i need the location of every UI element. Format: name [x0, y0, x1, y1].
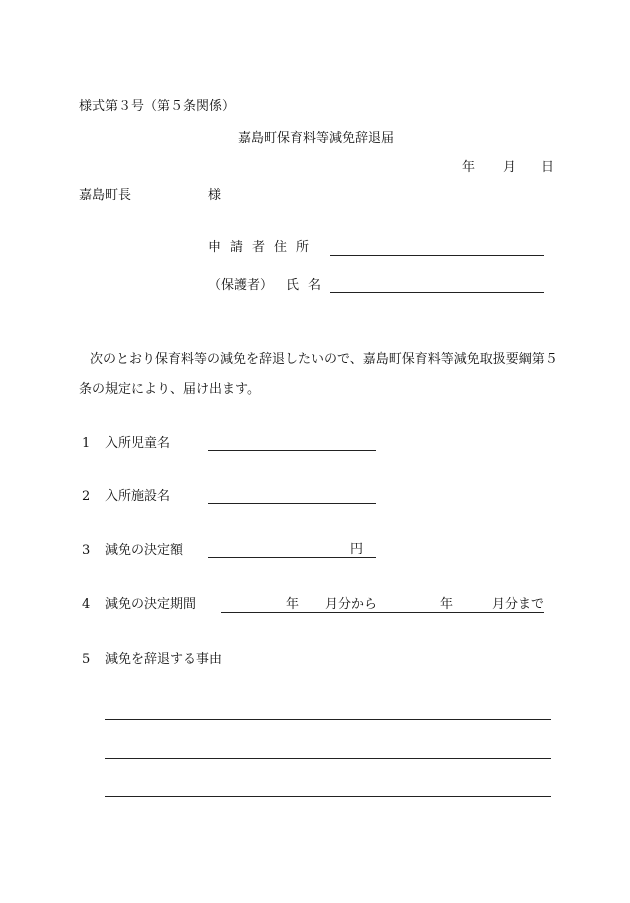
item-4-number: 4 [82, 597, 91, 612]
guardian-label: （保護者） [208, 278, 274, 293]
recipient-honorific: 様 [208, 188, 222, 203]
date-day: 日 [541, 160, 555, 175]
item-2-line[interactable] [208, 503, 376, 504]
item-4-month-from: 月分から [325, 597, 378, 612]
item-2-label: 入所施設名 [105, 489, 171, 504]
item-3-unit: 円 [350, 542, 364, 557]
applicant-name-line[interactable] [330, 292, 544, 293]
document-title: 嘉島町保育料等減免辞退届 [238, 131, 395, 146]
form-number: 様式第３号（第５条関係） [79, 99, 236, 114]
item-2-number: 2 [82, 489, 91, 504]
body-text-line1: 次のとおり保育料等の減免を辞退したいので、嘉島町保育料等減免取扱要綱第５ [90, 352, 558, 367]
date-month: 月 [503, 160, 517, 175]
item-3-label: 減免の決定額 [105, 543, 184, 558]
item-3-number: 3 [82, 543, 91, 558]
date-year: 年 [462, 160, 476, 175]
item-4-label: 減免の決定期間 [105, 597, 197, 612]
item-4-year-from: 年 [286, 597, 300, 612]
item-1-label: 入所児童名 [105, 436, 171, 451]
reason-line-3[interactable] [105, 796, 551, 797]
item-1-number: 1 [82, 436, 91, 451]
applicant-name-label: 氏名 [286, 278, 331, 293]
applicant-address-label: 申請者住所 [208, 240, 319, 255]
body-text-line2: 条の規定により、届け出ます。 [79, 382, 260, 397]
item-4-year-to: 年 [440, 597, 454, 612]
applicant-address-line[interactable] [330, 255, 544, 256]
item-5-label: 減免を辞退する事由 [105, 652, 223, 667]
reason-line-2[interactable] [105, 758, 551, 759]
reason-line-1[interactable] [105, 719, 551, 720]
item-1-line[interactable] [208, 450, 376, 451]
recipient-name: 嘉島町長 [79, 188, 132, 203]
item-5-number: 5 [82, 652, 91, 667]
item-4-month-to: 月分まで [492, 597, 545, 612]
